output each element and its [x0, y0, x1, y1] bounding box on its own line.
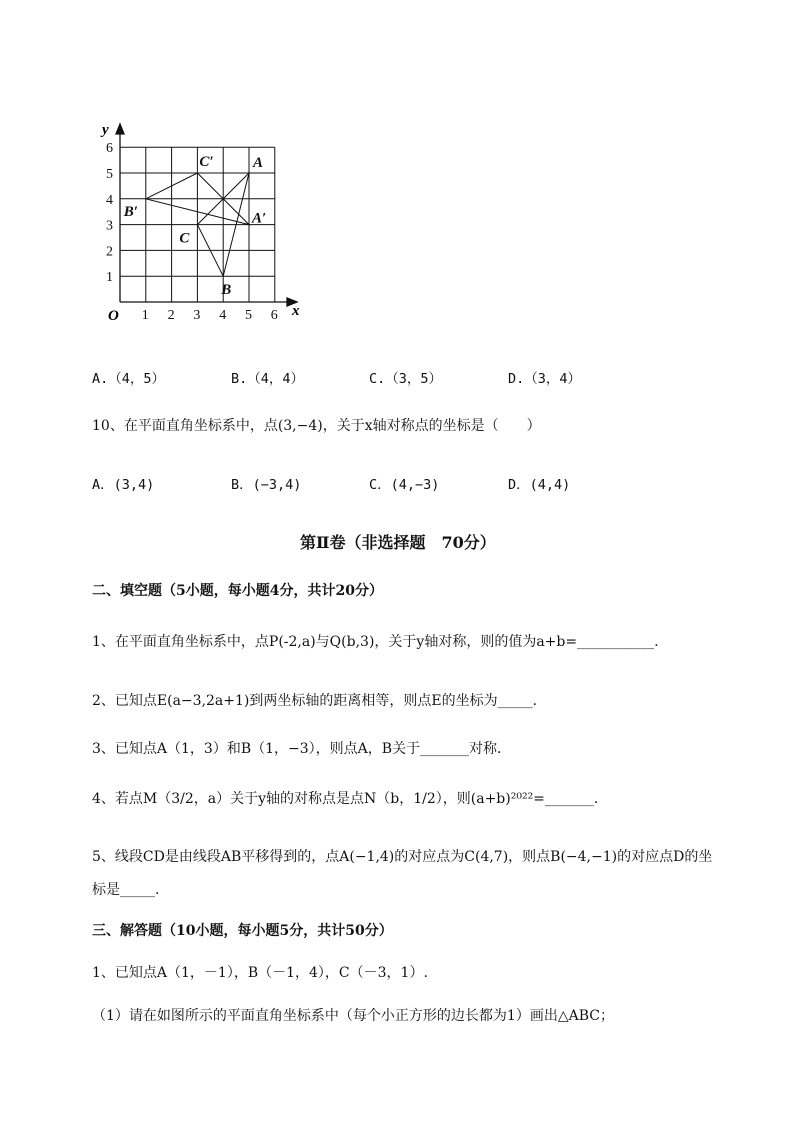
origin-label: O: [108, 308, 119, 324]
point-label: A′: [252, 210, 267, 227]
y-axis-arrow: [116, 124, 124, 134]
fill-q1: 1、在平面直角坐标系中，点P(-2,a)与Q(b,3)，关于y轴对称，则的值为a+b=___________.: [92, 634, 659, 650]
y-axis-label: y: [102, 122, 109, 138]
fill-q4: 4、若点M（3/2，a）关于y轴的对称点是点N（b，1/2），则(a+b)²⁰²²=_______.: [92, 791, 599, 807]
coordinate-figure: [90, 118, 320, 328]
q9-option-a[interactable]: A.（4，5）: [92, 371, 166, 387]
x-tick-label: 4: [219, 308, 227, 323]
point-label: C: [179, 230, 190, 247]
q9-option-c[interactable]: C.（3，5）: [369, 371, 443, 387]
q10-option-d[interactable]: D．(4,4): [508, 477, 571, 493]
solve-q1-part1: （1）请在如图所示的平面直角坐标系中（每个小正方形的边长都为1）画出△ABC；: [92, 1008, 614, 1024]
x-axis-label: x: [292, 303, 300, 319]
point-label: B′: [123, 203, 139, 220]
q10-text: 10、在平面直角坐标系中，点(3,−4)，关于x轴对称点的坐标是（ ）: [92, 418, 541, 434]
fill-q5-line2: 标是_____.: [92, 882, 160, 898]
q10-option-a[interactable]: A．(3,4): [92, 477, 155, 493]
part2-title: 第Ⅱ卷（非选择题 70分）: [300, 533, 496, 552]
x-tick-label: 1: [141, 308, 149, 323]
x-tick-label: 6: [270, 308, 278, 323]
y-tick-label: 4: [106, 192, 113, 208]
x-tick-label: 5: [245, 308, 252, 323]
y-tick-label: 6: [106, 141, 113, 157]
q10-option-b[interactable]: B．(−3,4): [231, 477, 302, 493]
section3-title: 三、解答题（10小题，每小题5分，共计50分）: [92, 923, 393, 939]
solve-q1: 1、已知点A（1，－1），B（－1，4），C（－3，1）.: [92, 965, 428, 981]
q9-option-b[interactable]: B.（4，4）: [231, 371, 305, 387]
y-tick-label: 5: [106, 167, 113, 182]
q9-option-d[interactable]: D.（3，4）: [508, 371, 582, 387]
y-tick-label: 3: [106, 218, 113, 234]
x-tick-label: 2: [167, 308, 175, 323]
y-tick-label: 1: [106, 270, 113, 286]
fill-q5-line1: 5、线段CD是由线段AB平移得到的，点A(−1,4)的对应点为C(4,7)，则点B(−4,−1)的对应点D的坐: [92, 849, 713, 865]
q10-option-c[interactable]: C．(4,−3): [369, 477, 440, 493]
section2-title: 二、填空题（5小题，每小题4分，共计20分）: [92, 583, 383, 599]
fill-q2: 2、已知点E(a−3,2a+1)到两坐标轴的距离相等，则点E的坐标为_____.: [92, 693, 538, 709]
fill-q3: 3、已知点A（1，3）和B（1，−3），则点A，B关于_______对称．: [92, 741, 512, 757]
point-label: C′: [199, 154, 214, 170]
y-tick-label: 2: [106, 244, 113, 260]
point-label: A: [253, 155, 264, 171]
x-tick-label: 3: [193, 308, 201, 323]
point-label: B: [221, 282, 232, 299]
